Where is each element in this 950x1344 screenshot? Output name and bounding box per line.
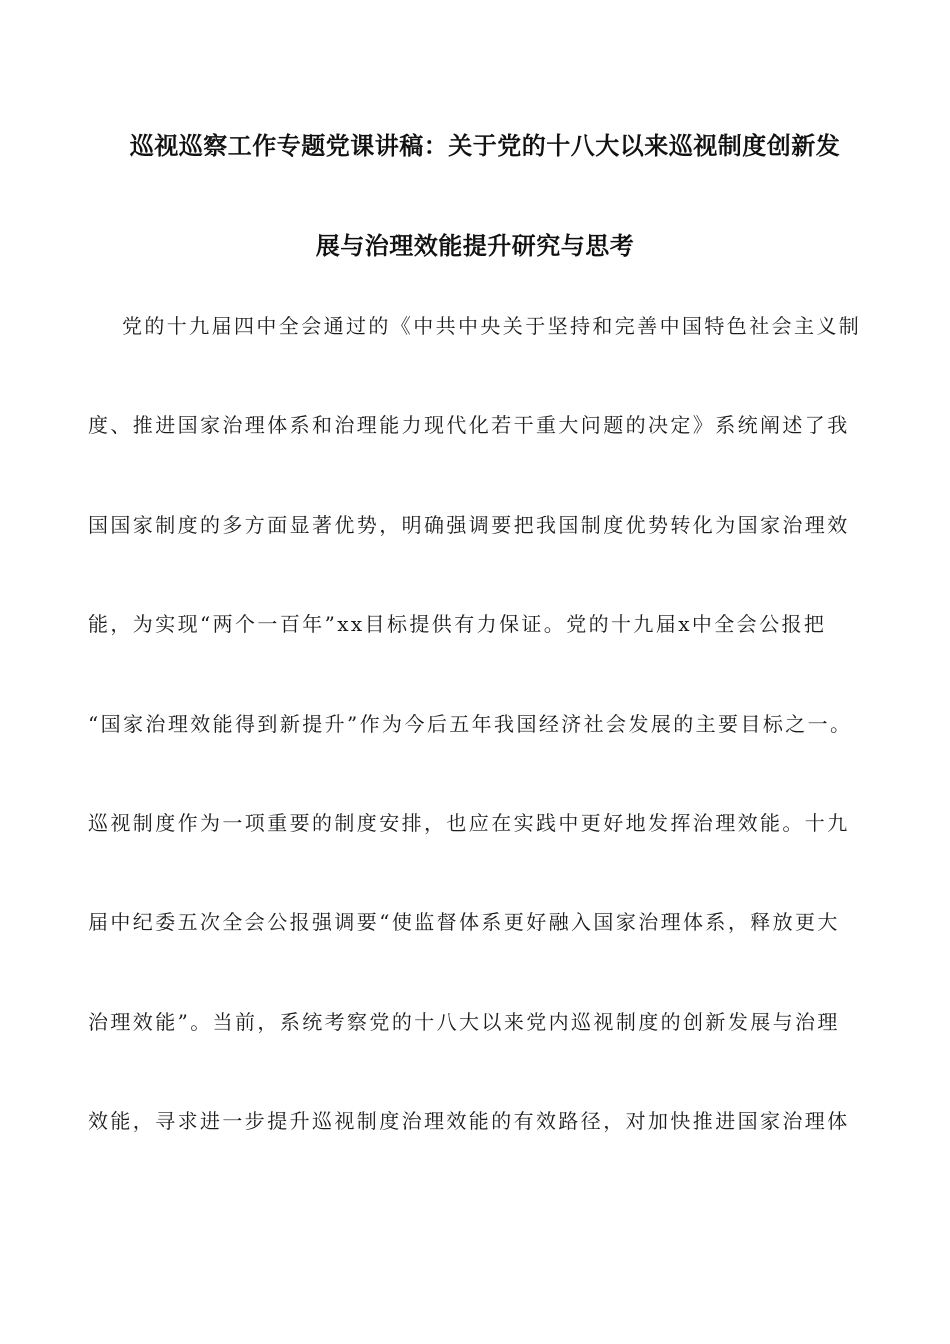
body-line-2: 度、推进国家治理体系和治理能力现代化若干重大问题的决定》系统阐述了我 [88,413,850,437]
body-line-6: 巡视制度作为一项重要的制度安排，也应在实践中更好地发挥治理效能。十九 [88,811,850,835]
body-line-7: 届中纪委五次全会公报强调要“使监督体系更好融入国家治理体系，释放更大 [88,910,840,934]
body-line-1: 党的十九届四中全会通过的《中共中央关于坚持和完善中国特色社会主义制 [122,314,862,338]
body-line-8: 治理效能”。当前，系统考察党的十八大以来党内巡视制度的创新发展与治理 [88,1010,840,1034]
body-line-9: 效能，寻求进一步提升巡视制度治理效能的有效路径，对加快推进国家治理体 [88,1109,850,1133]
document-title-line-1: 巡视巡察工作专题党课讲稿：关于党的十八大以来巡视制度创新发 [129,132,841,160]
body-line-5: “国家治理效能得到新提升”作为今后五年我国经济社会发展的主要目标之一。 [88,712,853,736]
body-line-4: 能，为实现“两个一百年”xx目标提供有力保证。党的十九届x中全会公报把 [88,612,827,636]
body-line-3: 国国家制度的多方面显著优势，明确强调要把我国制度优势转化为国家治理效 [88,513,850,537]
document-title-line-2: 展与治理效能提升研究与思考 [315,232,635,260]
